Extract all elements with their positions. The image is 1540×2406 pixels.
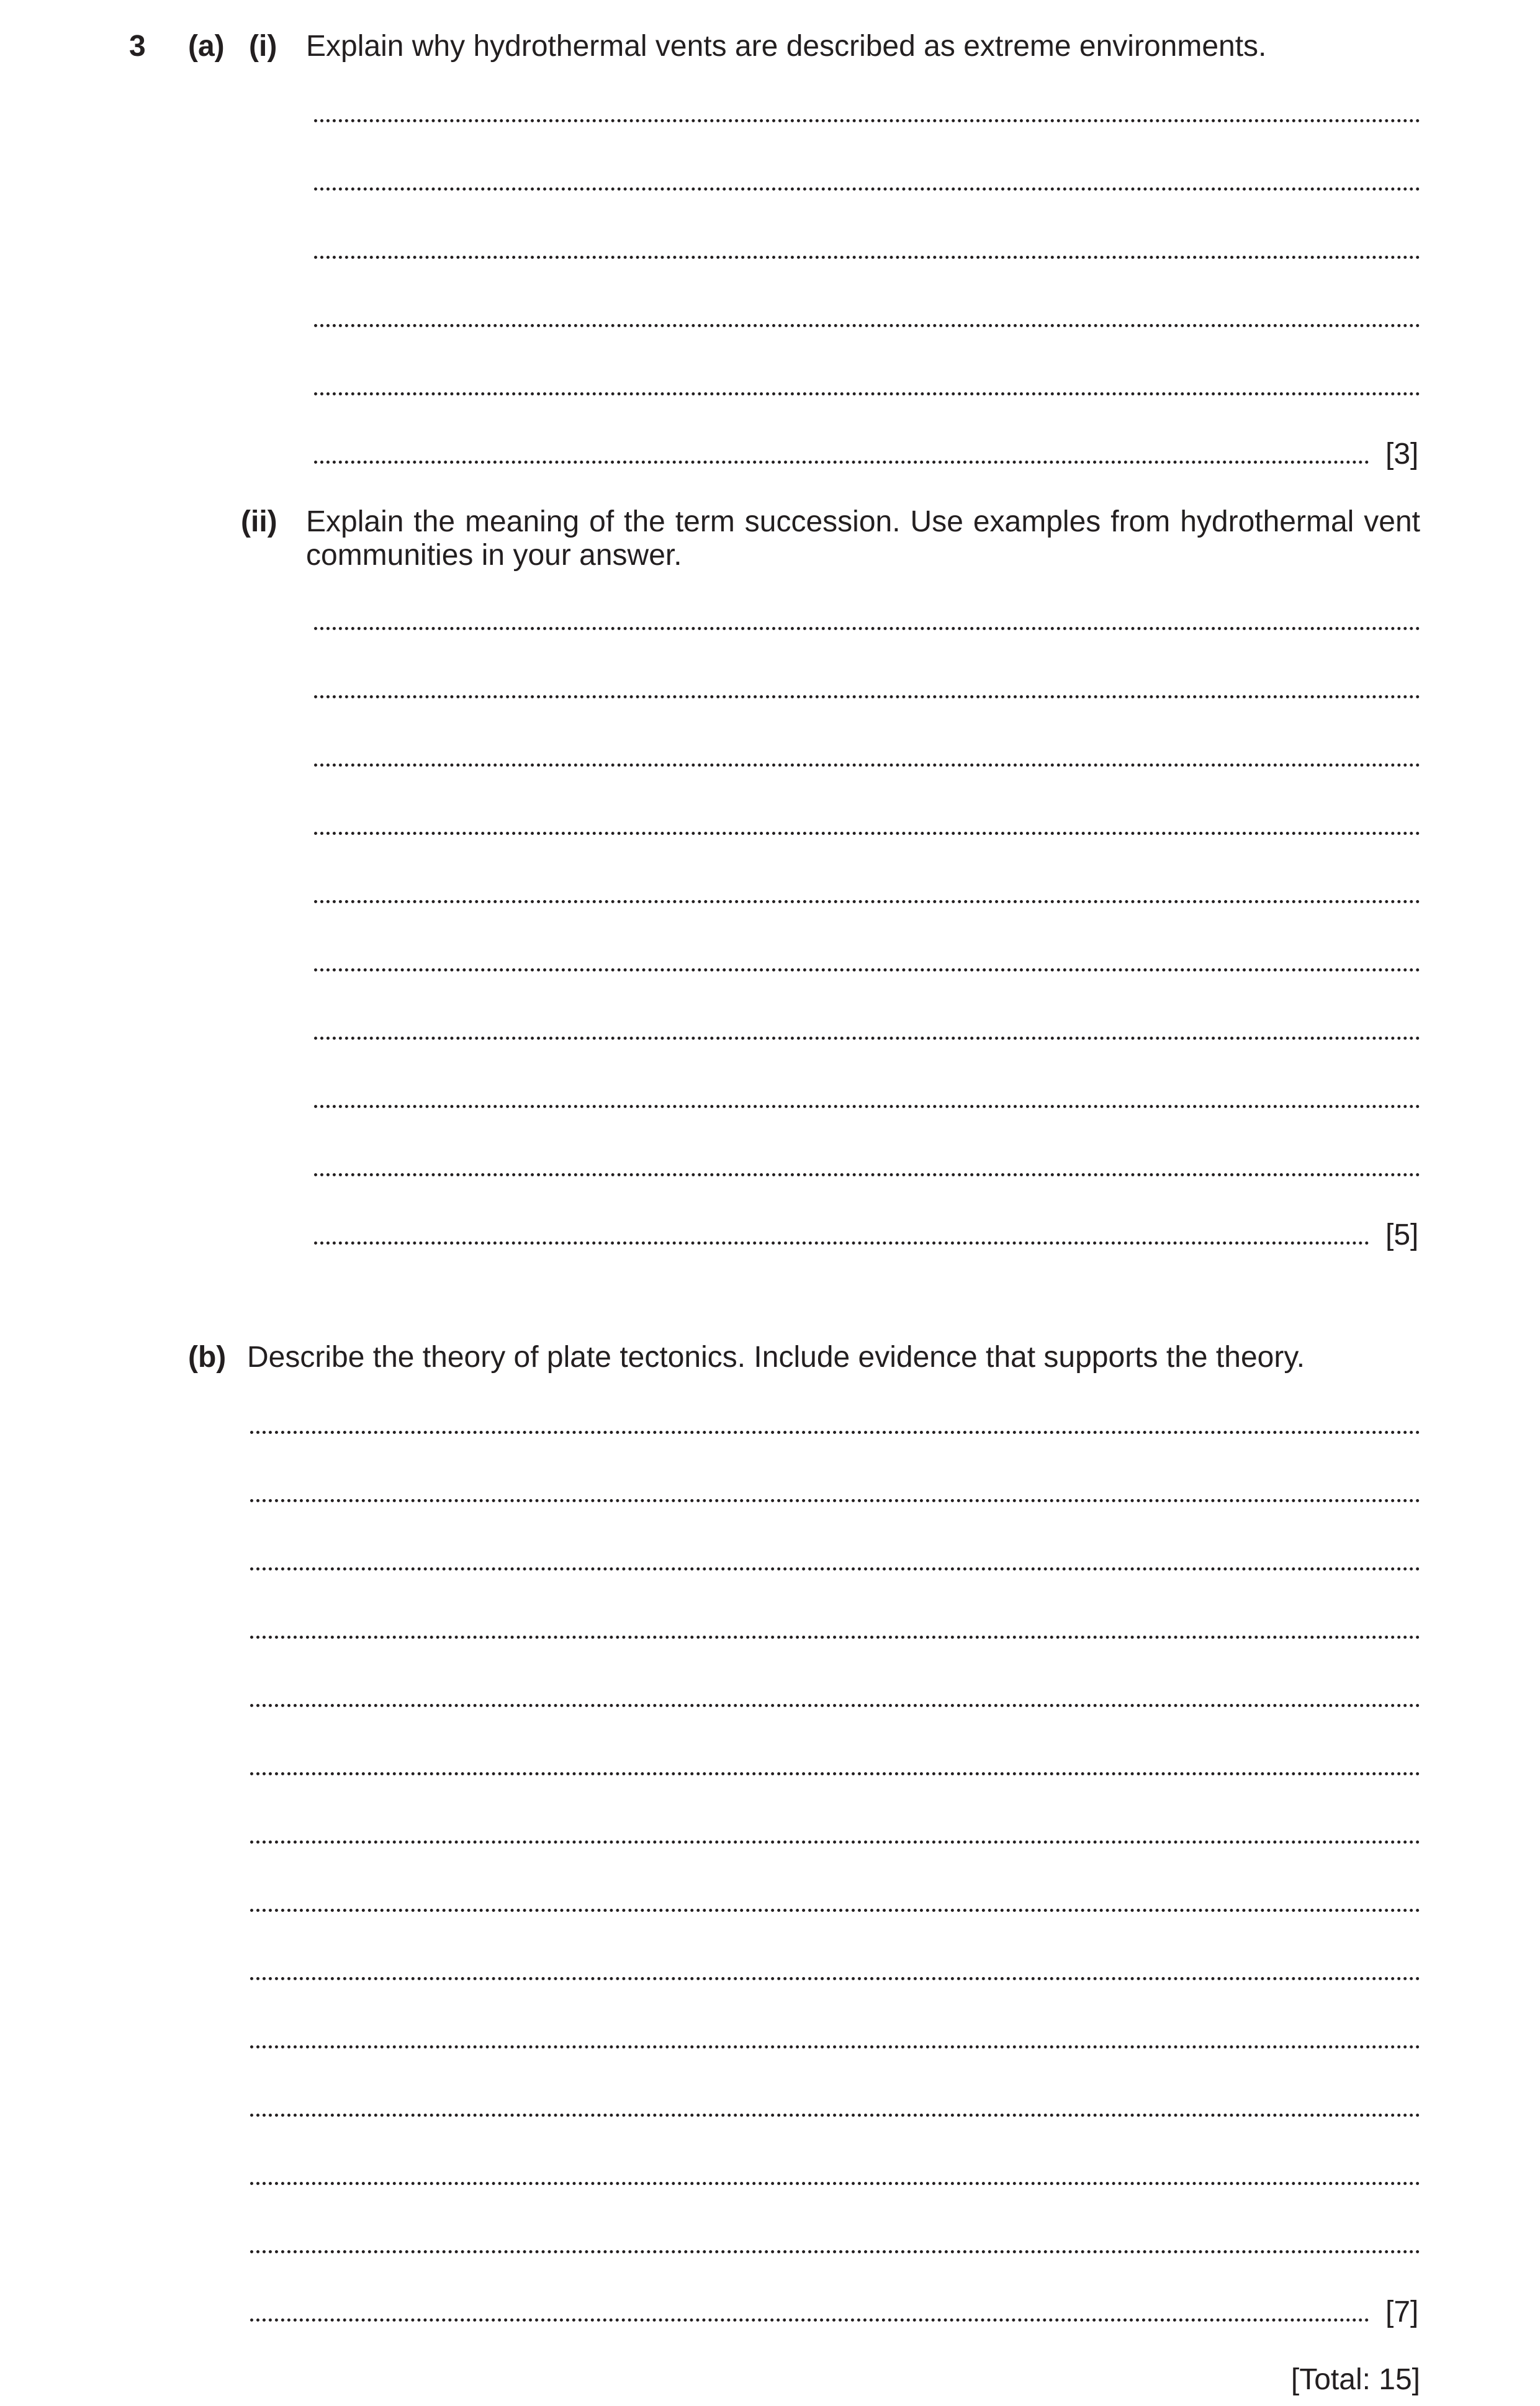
marks-sub-ii: [5]	[1385, 1219, 1419, 1251]
answer-line[interactable]	[250, 2250, 1420, 2253]
answer-line[interactable]	[250, 1499, 1420, 1502]
answer-line[interactable]	[314, 392, 1420, 395]
marks-part-b: [7]	[1385, 2296, 1419, 2328]
answer-line[interactable]	[250, 1772, 1420, 1775]
answer-line[interactable]	[314, 968, 1420, 971]
answer-line[interactable]	[250, 1704, 1420, 1707]
answer-line[interactable]	[314, 187, 1420, 191]
answer-line[interactable]	[314, 324, 1420, 327]
answer-line[interactable]	[250, 2114, 1420, 2117]
answer-line[interactable]	[314, 1173, 1420, 1176]
answer-line[interactable]	[314, 119, 1420, 122]
answer-line[interactable]	[250, 1909, 1420, 1912]
answer-line[interactable]	[314, 461, 1369, 464]
sub-i-label: (i)	[249, 30, 277, 63]
answer-line[interactable]	[314, 627, 1420, 630]
sub-ii-label: (ii)	[241, 505, 277, 538]
sub-i-question: Explain why hydrothermal vents are described as extreme environments.	[306, 30, 1267, 63]
answer-line[interactable]	[314, 764, 1420, 767]
answer-line[interactable]	[314, 1241, 1369, 1245]
answer-line[interactable]	[250, 2318, 1369, 2322]
total-marks: [Total: 15]	[1290, 2363, 1420, 2396]
answer-line[interactable]	[314, 900, 1420, 903]
answer-line[interactable]	[250, 1567, 1420, 1570]
marks-sub-i: [3]	[1385, 438, 1419, 471]
answer-line[interactable]	[314, 1037, 1420, 1040]
answer-line[interactable]	[250, 1431, 1420, 1434]
question-number: 3	[129, 30, 146, 63]
sub-ii-question: Explain the meaning of the term succession. Use examples from hydrothermal vent communities in your answer.	[306, 505, 1420, 572]
answer-line[interactable]	[250, 2045, 1420, 2048]
answer-line[interactable]	[250, 1636, 1420, 1639]
answer-line[interactable]	[250, 1977, 1420, 1980]
part-b-label: (b)	[188, 1341, 227, 1374]
answer-line[interactable]	[314, 695, 1420, 698]
answer-line[interactable]	[314, 256, 1420, 259]
part-a-label: (a)	[188, 30, 225, 63]
answer-line[interactable]	[250, 1841, 1420, 1844]
part-b-question: Describe the theory of plate tectonics. Include evidence that supports the theory.	[247, 1341, 1305, 1374]
answer-line[interactable]	[314, 832, 1420, 835]
answer-line[interactable]	[314, 1105, 1420, 1108]
answer-line[interactable]	[250, 2182, 1420, 2185]
